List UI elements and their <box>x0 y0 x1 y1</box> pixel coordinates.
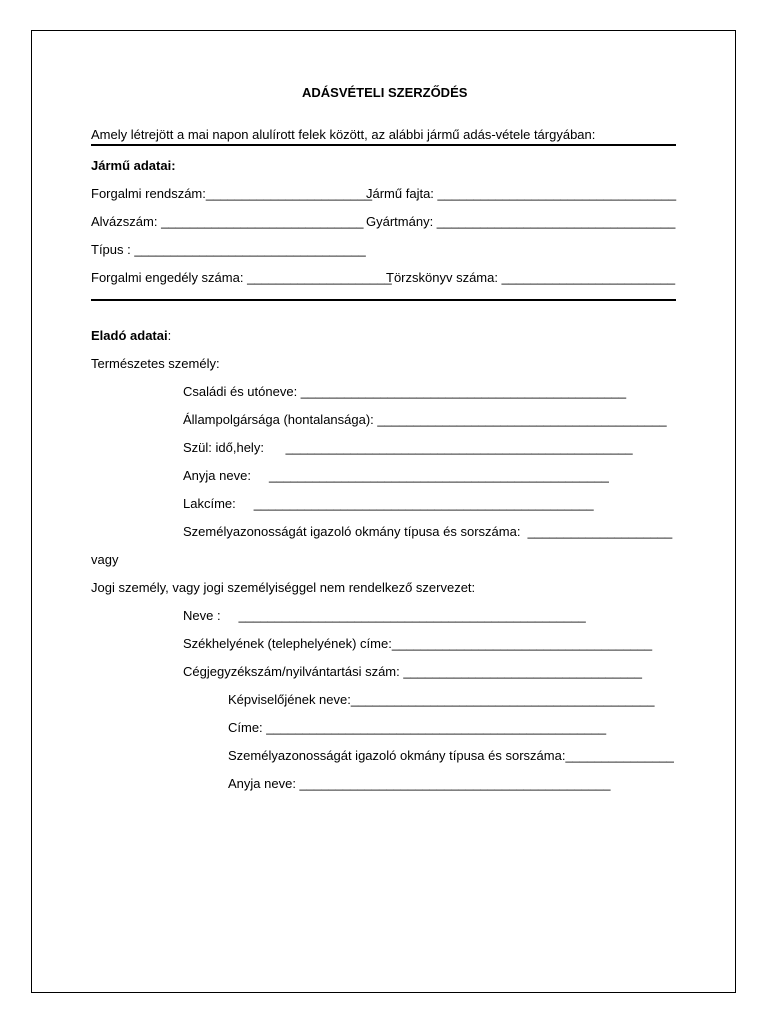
citizenship-field[interactable]: Állampolgársága (hontalansága): ________________________________________ <box>183 412 667 427</box>
seller-heading-suffix: adatai <box>126 328 168 343</box>
representative-address-field[interactable]: Címe: _______________________________________________ <box>228 720 607 735</box>
birth-field[interactable]: Szül: idő,hely: ________________________________________________ <box>183 440 633 455</box>
seat-field[interactable]: Székhelyének (telephelyének) címe:____________________________________ <box>183 636 653 651</box>
plate-field[interactable]: Forgalmi rendszám:_______________________ <box>91 186 373 201</box>
address-field[interactable]: Lakcíme: _______________________________________________ <box>183 496 594 511</box>
representative-name-field[interactable]: Képviselőjének neve:__________________________________________ <box>228 692 655 707</box>
legal-name-field[interactable]: Neve : ________________________________________________ <box>183 608 586 623</box>
natural-person-heading: Természetes személy: <box>91 356 220 371</box>
chassis-field[interactable]: Alvázszám: ____________________________ <box>91 214 364 229</box>
model-field[interactable]: Típus : ________________________________ <box>91 242 366 257</box>
registration-field[interactable]: Forgalmi engedély száma: ____________________ <box>91 270 392 285</box>
vehicle-type-field[interactable]: Jármű fajta: _________________________________ <box>366 186 677 201</box>
intro-text: Amely létrejött a mai napon alulírott felek között, az alábbi jármű adás-vétele tárgyában: <box>91 127 596 142</box>
legal-person-heading: Jogi személy, vagy jogi személyiséggel nem rendelkező szervezet: <box>91 580 476 595</box>
seller-heading <box>91 328 171 344</box>
id-document-field[interactable]: Személyazonosságát igazoló okmány típusa és sorszáma: ____________________ <box>183 524 673 539</box>
divider <box>91 299 676 301</box>
name-field[interactable]: Családi és utóneve: _____________________________________________ <box>183 384 627 399</box>
divider <box>91 144 676 146</box>
document-title: ADÁSVÉTELI SZERZŐDÉS <box>302 85 468 100</box>
mother-name-field[interactable]: Anyja neve: _______________________________________________ <box>183 468 609 483</box>
seller-heading-label: Eladó <box>91 328 127 343</box>
logbook-field[interactable]: Törzskönyv száma: ________________________ <box>386 270 676 285</box>
make-field[interactable]: Gyártmány: _________________________________ <box>366 214 676 229</box>
representative-id-field[interactable]: Személyazonosságát igazoló okmány típusa és sorszáma:_______________ <box>228 748 674 763</box>
company-reg-field[interactable]: Cégjegyzékszám/nyilvántartási szám: _________________________________ <box>183 664 642 679</box>
or-text: vagy <box>91 552 119 567</box>
seller-heading-colon: : <box>167 328 172 343</box>
vehicle-heading: Jármű adatai: <box>91 158 176 173</box>
representative-mother-field[interactable]: Anyja neve: ___________________________________________ <box>228 776 611 791</box>
